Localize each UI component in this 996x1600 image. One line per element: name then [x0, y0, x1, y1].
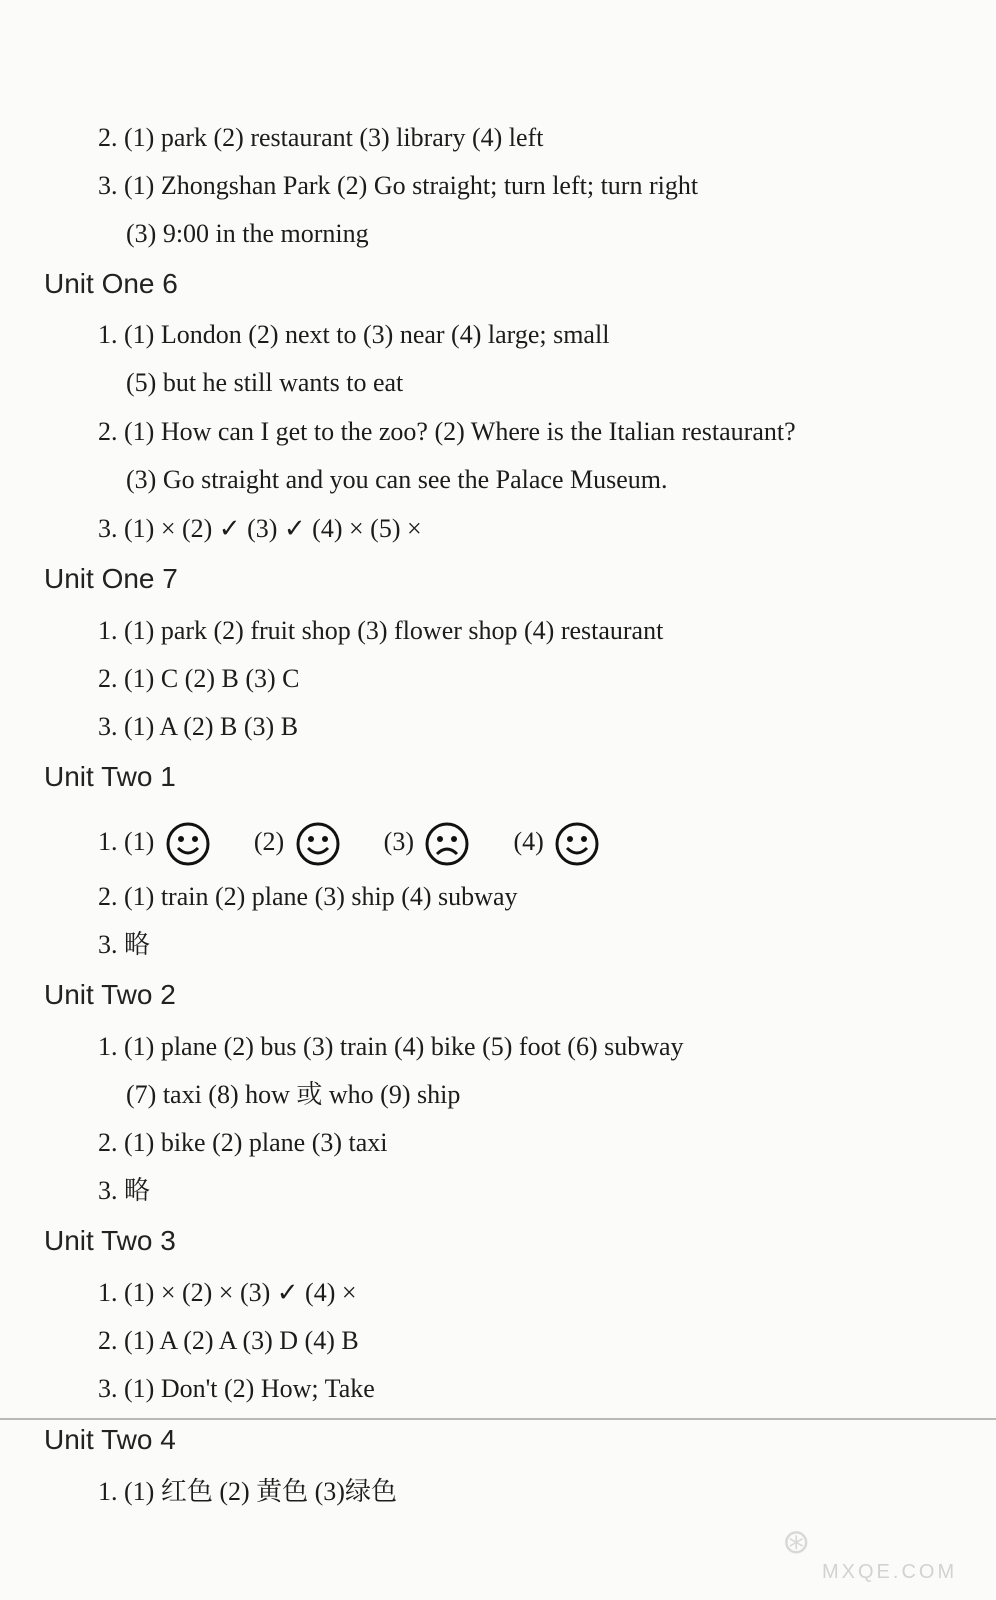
answer-line: 3. 略: [98, 1176, 151, 1205]
answer-line: 1. (1) plane (2) bus (3) train (4) bike (5) foot (6) subway: [98, 1032, 684, 1061]
watermark-logo-icon: ⊛: [782, 1523, 811, 1561]
answer-line-smileys: [98, 818, 604, 867]
item-label: (4): [513, 827, 544, 856]
item-label: 1. (1): [98, 827, 155, 856]
answer-line: 1. (1) London (2) next to (3) near (4) large; small: [98, 320, 610, 349]
section-heading: Unit Two 2: [44, 979, 176, 1010]
answer-line: 1. (1) × (2) × (3) ✓ (4) ×: [98, 1278, 357, 1307]
section-heading: Unit Two 4: [44, 1424, 176, 1455]
answer-line: 1. (1) park (2) fruit shop (3) flower shop (4) restaurant: [98, 616, 664, 645]
item-label: (3): [383, 827, 414, 856]
answer-line: 2. (1) bike (2) plane (3) taxi: [98, 1128, 388, 1157]
answer-line: (3) 9:00 in the morning: [126, 219, 369, 248]
answer-line: (5) but he still wants to eat: [126, 368, 404, 397]
smiley-happy-icon: [295, 821, 341, 867]
answer-line: (3) Go straight and you can see the Palace Museum.: [126, 465, 668, 494]
page-divider: [0, 1418, 996, 1420]
section-heading: Unit Two 1: [44, 761, 176, 792]
section-heading: Unit One 7: [44, 563, 178, 594]
answer-line: 2. (1) park (2) restaurant (3) library (4) left: [98, 123, 544, 152]
smiley-happy-icon: [554, 821, 600, 867]
answer-line: 2. (1) C (2) B (3) C: [98, 664, 300, 693]
answer-line: 1. (1) 红色 (2) 黄色 (3)绿色: [98, 1477, 397, 1506]
answer-line: 3. 略: [98, 930, 151, 959]
smiley-happy-icon: [165, 821, 211, 867]
answer-line: 3. (1) Don't (2) How; Take: [98, 1374, 375, 1403]
answer-line: 3. (1) × (2) ✓ (3) ✓ (4) × (5) ×: [98, 514, 422, 543]
answer-line: 3. (1) Zhongshan Park (2) Go straight; turn left; turn right: [98, 171, 699, 200]
section-heading: Unit Two 3: [44, 1225, 176, 1256]
answer-line: 3. (1) A (2) B (3) B: [98, 712, 299, 741]
watermark: [782, 1518, 982, 1588]
item-label: (2): [253, 827, 285, 856]
smiley-sad-icon: [424, 821, 470, 867]
answer-line: 2. (1) A (2) A (3) D (4) B: [98, 1326, 359, 1355]
answer-line: 2. (1) train (2) plane (3) ship (4) subway: [98, 882, 518, 911]
watermark-text: MXQE.COM: [822, 1561, 958, 1583]
answer-line: 2. (1) How can I get to the zoo? (2) Where is the Italian restaurant?: [98, 417, 796, 446]
answer-line: (7) taxi (8) how 或 who (9) ship: [126, 1080, 461, 1109]
section-heading: Unit One 6: [44, 268, 178, 299]
